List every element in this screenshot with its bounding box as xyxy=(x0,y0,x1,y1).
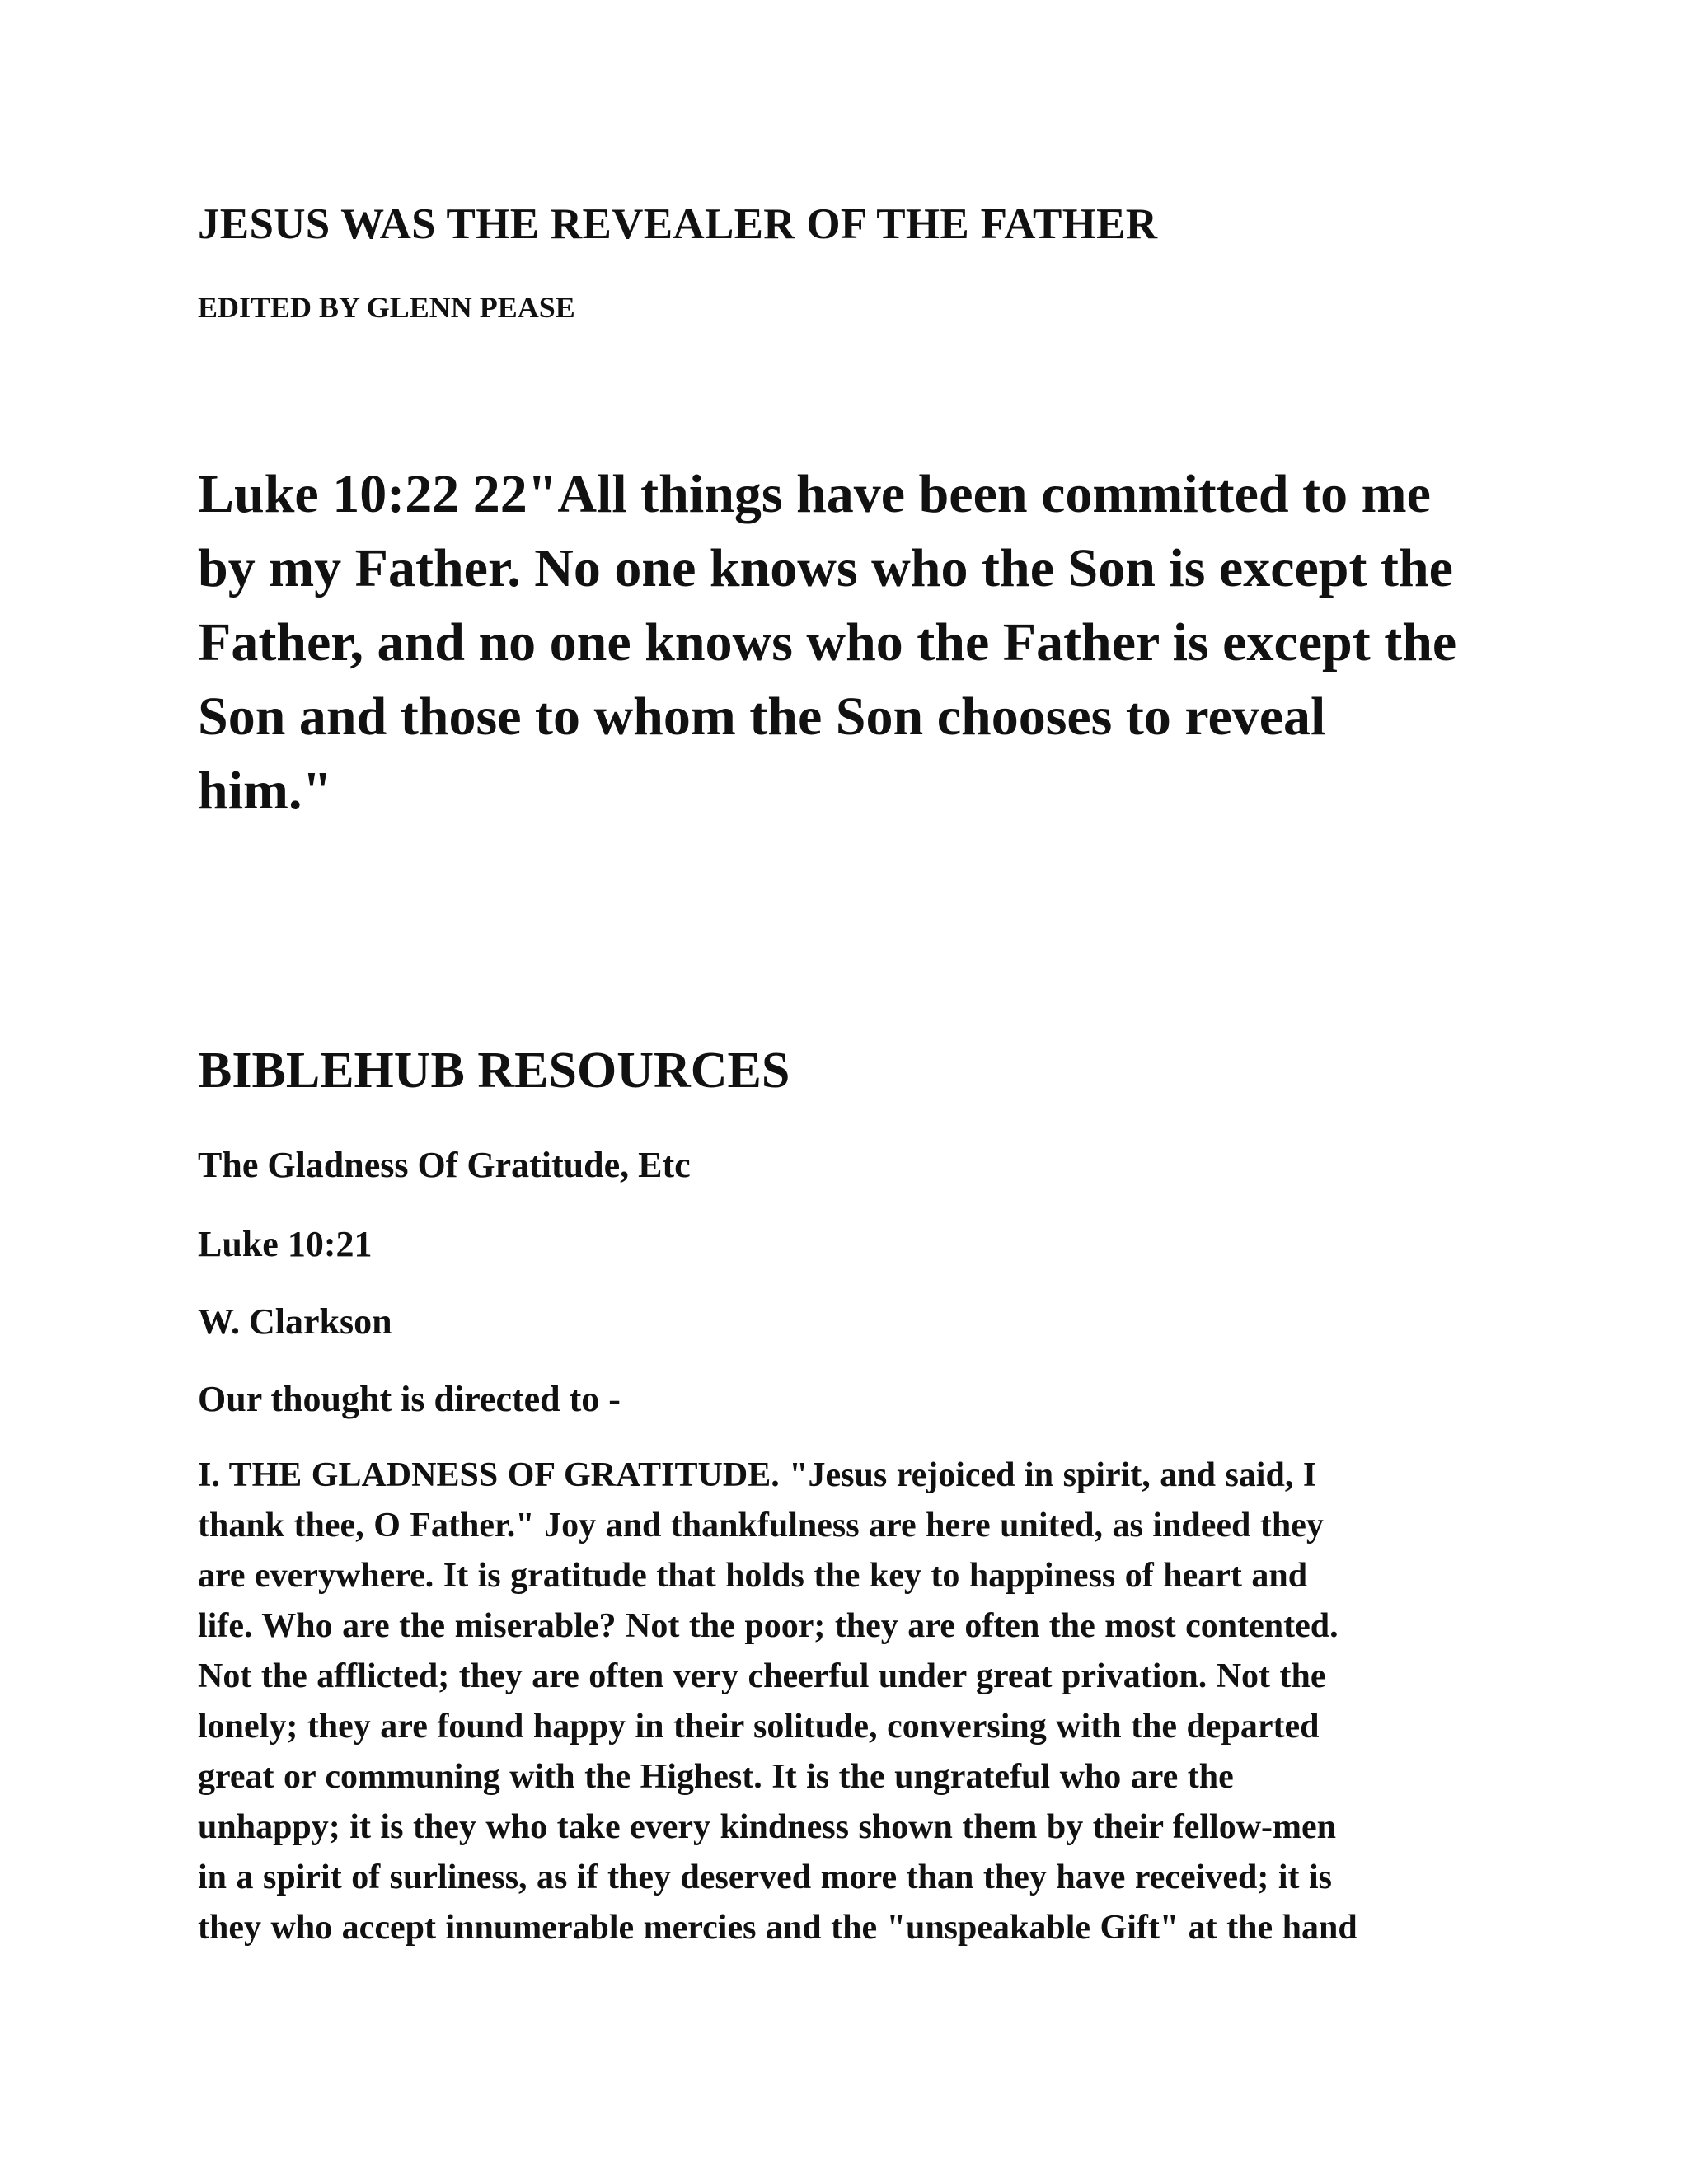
scripture-line: by my Father. No one knows who the Son is except the xyxy=(198,538,1453,598)
page-title: JESUS WAS THE REVEALER OF THE FATHER xyxy=(198,200,1158,248)
paragraph-line: life. Who are the miserable? Not the poor; they are often the most contented. xyxy=(198,1607,1339,1645)
scripture-line: Father, and no one knows who the Father is except the xyxy=(198,612,1457,673)
article-paragraph xyxy=(198,1451,1484,1953)
paragraph-line: Not the afflicted; they are often very cheerful under great privation. Not the xyxy=(198,1657,1326,1695)
paragraph-line: lonely; they are found happy in their solitude, conversing with the departed xyxy=(198,1708,1320,1746)
scripture-line: Son and those to whom the Son chooses to reveal xyxy=(198,687,1326,747)
article-author: W. Clarkson xyxy=(198,1301,392,1342)
paragraph-line: are everywhere. It is gratitude that holds the key to happiness of heart and xyxy=(198,1557,1308,1595)
scripture-line: him." xyxy=(198,761,333,821)
paragraph-line: in a spirit of surliness, as if they deserved more than they have received; it is xyxy=(198,1858,1333,1896)
article-intro: Our thought is directed to - xyxy=(198,1379,621,1419)
article-reference: Luke 10:21 xyxy=(198,1224,373,1264)
page-subtitle: EDITED BY GLENN PEASE xyxy=(198,291,575,324)
section-heading: BIBLEHUB RESOURCES xyxy=(198,1043,790,1099)
scripture-line: Luke 10:22 22"All things have been committed to me xyxy=(198,464,1431,524)
paragraph-line: thank thee, O Father." Joy and thankfulness are here united, as indeed they xyxy=(198,1507,1324,1544)
paragraph-line: they who accept innumerable mercies and the "unspeakable Gift" at the hand xyxy=(198,1909,1357,1947)
paragraph-line: great or communing with the Highest. It is the ungrateful who are the xyxy=(198,1758,1234,1796)
article-title: The Gladness Of Gratitude, Etc xyxy=(198,1145,691,1185)
scripture-passage xyxy=(198,457,1599,828)
paragraph-line: I. THE GLADNESS OF GRATITUDE. "Jesus rejoiced in spirit, and said, I xyxy=(198,1456,1317,1494)
paragraph-line: unhappy; it is they who take every kindness shown them by their fellow-men xyxy=(198,1808,1336,1846)
